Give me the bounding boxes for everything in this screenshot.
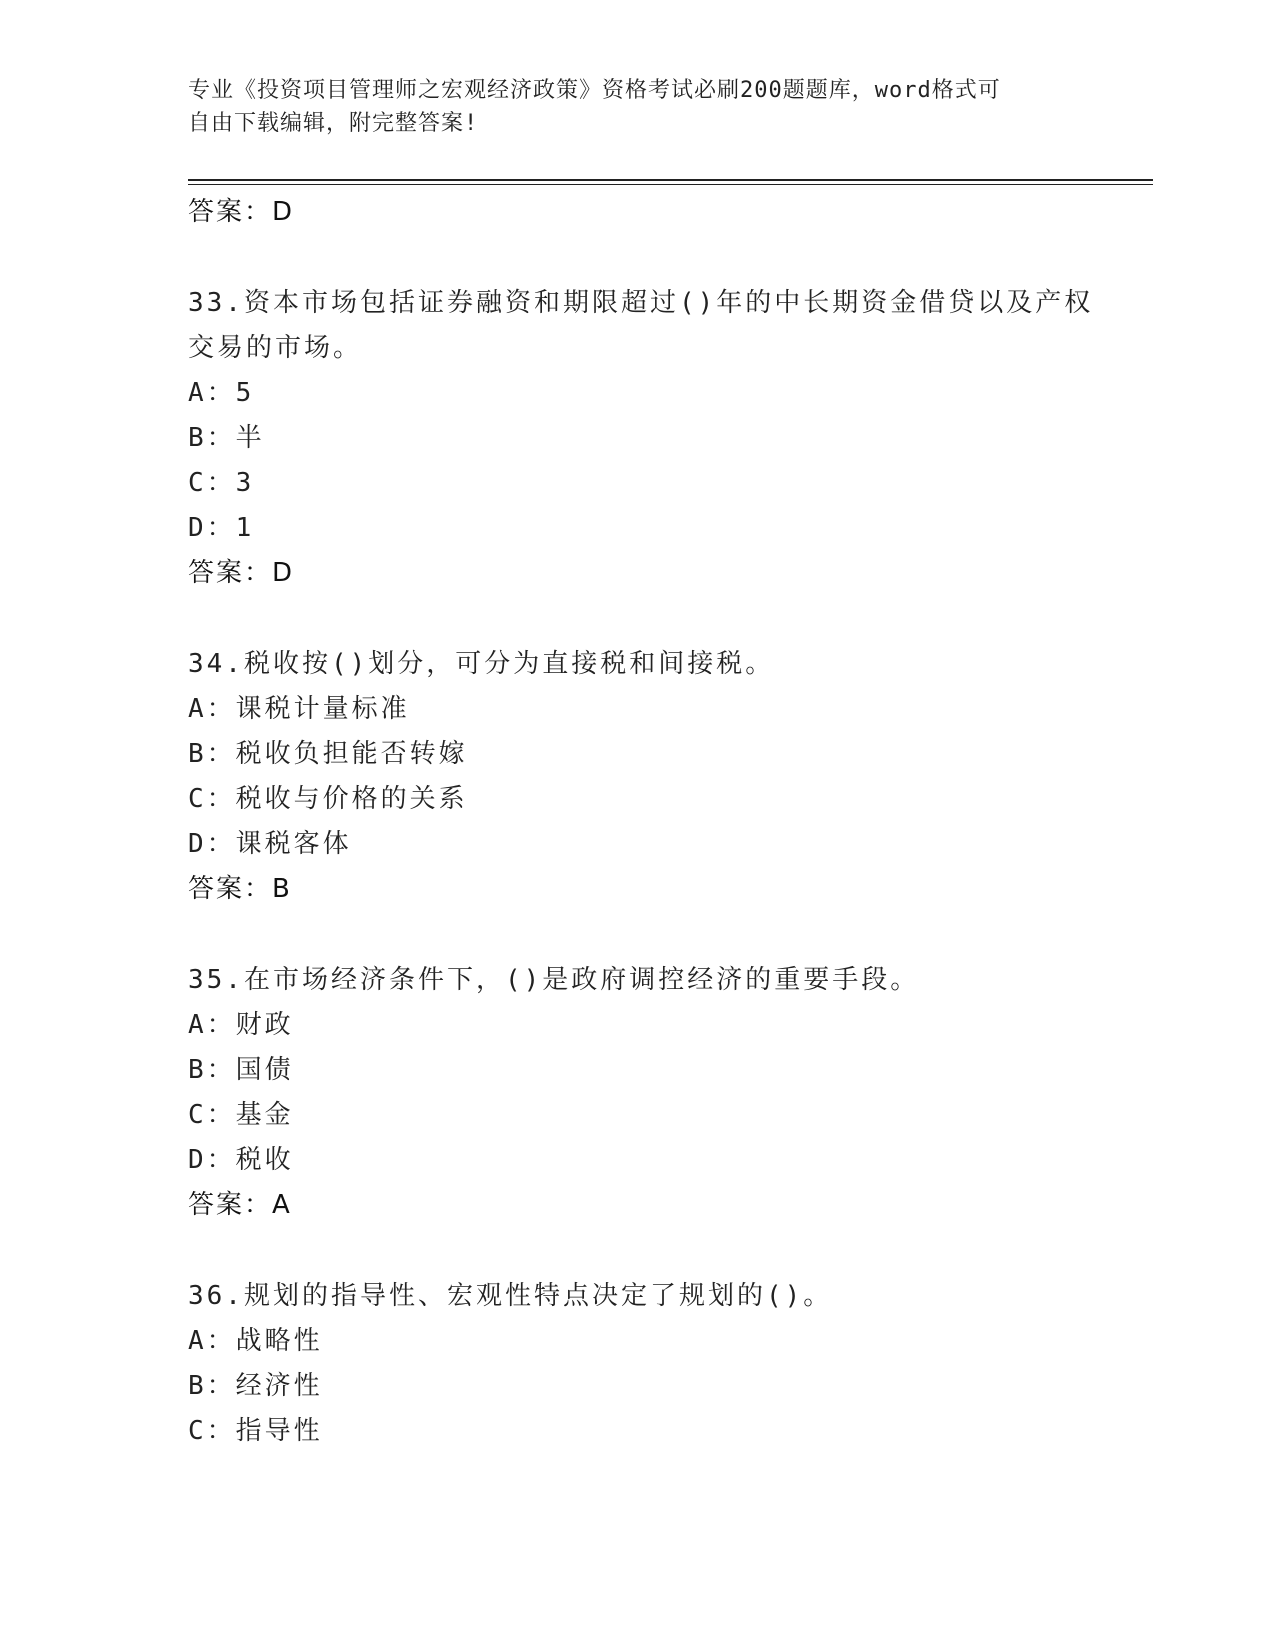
- header-line-1: 专业《投资项目管理师之宏观经济政策》资格考试必刷200题题库，word格式可: [188, 78, 1001, 103]
- spacer: [188, 1228, 1148, 1274]
- question-block: [188, 958, 1148, 1228]
- option-c: C：指导性: [188, 1416, 323, 1446]
- question-block: [188, 642, 1148, 912]
- question-text-continued: 交易的市场。: [188, 333, 363, 363]
- header-line-2: 自由下载编辑，附完整答案!: [188, 111, 479, 136]
- spacer: [188, 235, 1148, 281]
- option-a: A：战略性: [188, 1326, 323, 1356]
- answer-line: 答案：D: [188, 558, 295, 588]
- question-block: [188, 1274, 1148, 1454]
- option-c: C：3: [188, 468, 255, 498]
- option-d: D：税收: [188, 1145, 294, 1175]
- page-header: [188, 74, 1088, 140]
- header-rule-thick: [188, 179, 1153, 181]
- option-a: A：财政: [188, 1010, 294, 1040]
- option-b: B：税收负担能否转嫁: [188, 739, 468, 769]
- header-rule-thin: [188, 184, 1153, 185]
- answer-line: 答案：B: [188, 874, 292, 904]
- spacer: [188, 596, 1148, 642]
- document-body: [188, 190, 1148, 1454]
- question-text: 36.规划的指导性、宏观性特点决定了规划的()。: [188, 1281, 833, 1311]
- option-c: C：基金: [188, 1100, 294, 1130]
- option-d: D：课税客体: [188, 829, 352, 859]
- option-c: C：税收与价格的关系: [188, 784, 468, 814]
- option-d: D：1: [188, 513, 255, 543]
- question-block: [188, 281, 1148, 596]
- option-a: A：课税计量标准: [188, 694, 410, 724]
- option-b: B：国债: [188, 1055, 294, 1085]
- option-b: B：半: [188, 423, 265, 453]
- question-text: 34.税收按()划分，可分为直接税和间接税。: [188, 649, 775, 679]
- spacer: [188, 912, 1148, 958]
- question-text: 33.资本市场包括证券融资和期限超过()年的中长期资金借贷以及产权: [188, 288, 1094, 318]
- question-text: 35.在市场经济条件下，()是政府调控经济的重要手段。: [188, 965, 920, 995]
- answer-line: 答案：D: [188, 197, 295, 227]
- answer-line: 答案：A: [188, 1190, 292, 1220]
- option-b: B：经济性: [188, 1371, 323, 1401]
- option-a: A：5: [188, 378, 255, 408]
